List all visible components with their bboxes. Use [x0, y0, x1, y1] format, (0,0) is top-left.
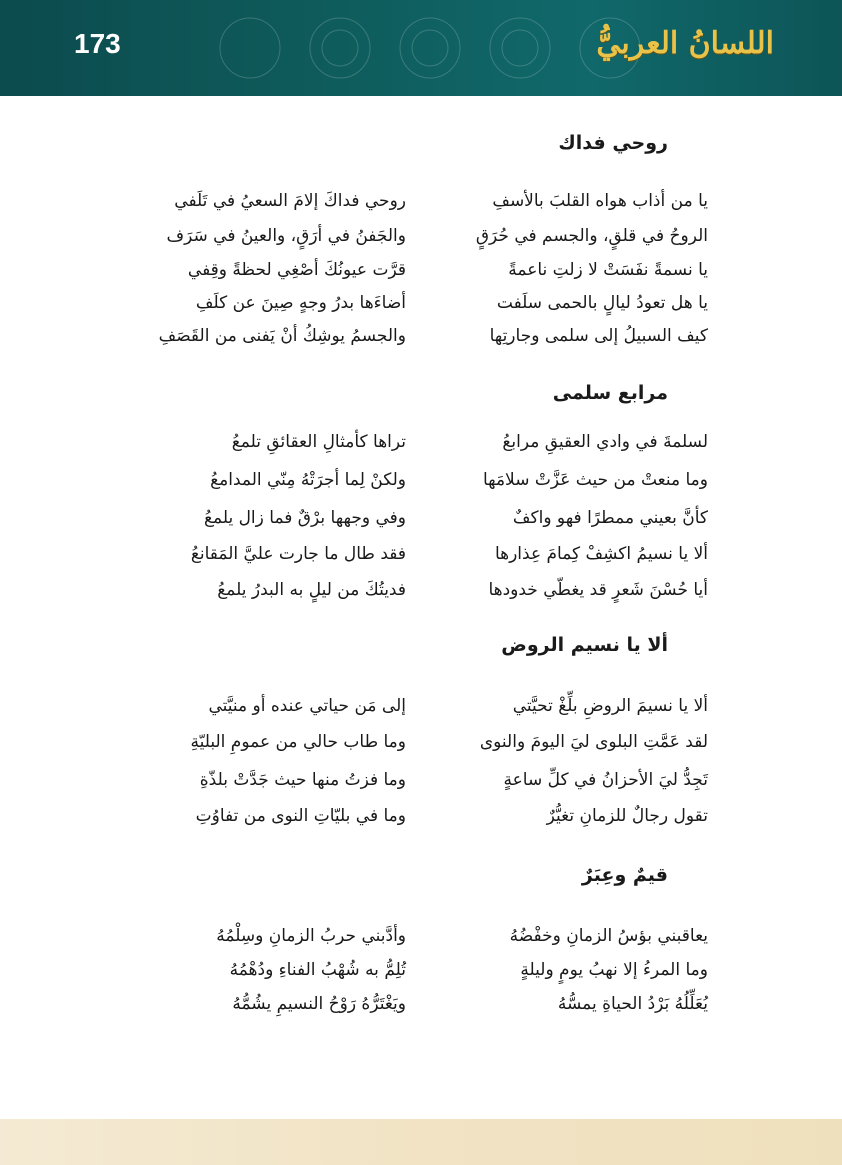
verse-first-hemistich: تقول رجالٌ للزمانِ تغيُّرٌ: [546, 806, 708, 826]
verse-second-hemistich: ويَغْتَرُّهُ رَوْحُ النسيمِ يشُمُّهُ: [232, 994, 406, 1014]
verse-second-hemistich: تراها كأمثالِ العقائقِ تلمعُ: [231, 432, 406, 452]
magazine-logo: اللسانُ العربيُّ: [596, 26, 774, 61]
verse-first-hemistich: يا من أذاب هواه القلبَ بالأسفِ: [492, 191, 708, 211]
page-content: [0, 96, 842, 1119]
verse-first-hemistich: كيف السبيلُ إلى سلمى وجارتِها: [489, 326, 708, 346]
poem-title: قيمٌ وعِبَرٌ: [581, 864, 668, 886]
page-footer-band: [0, 1119, 842, 1165]
verse-first-hemistich: الروحُ في قلقٍ، والجسم في حُرَقٍ: [475, 226, 708, 246]
page-header: [0, 0, 842, 96]
verse-second-hemistich: روحي فداكَ إلامَ السعيُ في تَلَفي: [174, 191, 406, 211]
verse-first-hemistich: أيا حُسْنَ شَعرٍ قد يغطّي خدودها: [488, 580, 708, 600]
verse-second-hemistich: وما في بليّاتِ النوى من تفاوُتِ: [195, 806, 406, 826]
verse-second-hemistich: وما فزتُ منها حيث جَدَّتْ بلذّةِ: [199, 770, 406, 790]
verse-first-hemistich: تَجِدُّ ليَ الأحزانُ في كلِّ ساعةٍ: [503, 770, 708, 790]
verse-second-hemistich: وفي وجهها برْقٌ فما زال يلمعُ: [203, 508, 406, 528]
verse-first-hemistich: يا نسمةً نفَسَتْ لا زلتِ ناعمةً: [508, 260, 708, 280]
verse-second-hemistich: أضاءَها بدرُ وجهٍ صِينَ عن كلَفِ: [195, 293, 406, 313]
verse-second-hemistich: فديتُكَ من ليلٍ به البدرُ يلمعُ: [217, 580, 406, 600]
verse-second-hemistich: ولكنْ لِما أجرَتْهُ مِنّي المدامعُ: [210, 470, 406, 490]
verse-second-hemistich: والجَفنُ في أرَقٍ، والعينُ في سَرَف: [166, 226, 406, 246]
verse-first-hemistich: ألا يا نسيمَ الروضِ بلِّغْ تحيَّتي: [512, 696, 708, 716]
verse-second-hemistich: وأدَّبني حربُ الزمانِ وسِلْمُهُ: [216, 926, 406, 946]
verse-first-hemistich: يا هل تعودُ ليالٍ بالحمى سلَفت: [496, 293, 708, 313]
verse-second-hemistich: والجسمُ يوشِكُ أنْ يَفنى من القَصَفِ: [158, 326, 406, 346]
verse-first-hemistich: وما المرءُ إلا نهبُ يومٍ وليلةٍ: [520, 960, 708, 980]
verse-second-hemistich: إلى مَن حياتي عنده أو منيَّتي: [208, 696, 406, 716]
verse-first-hemistich: كأنَّ بعيني ممطرًا فهو واكفٌ: [512, 508, 708, 528]
poem-title: روحي فداك: [558, 132, 668, 154]
verse-first-hemistich: وما منعتْ من حيث عَزَّتْ سلامَها: [482, 470, 708, 490]
verse-second-hemistich: تُلِمُّ به شُهْبُ الفناءِ ودُهْمُهُ: [229, 960, 406, 980]
verse-first-hemistich: لسلمةَ في وادي العقيقِ مرابعُ: [502, 432, 708, 452]
poem-title: مرابع سلمى: [552, 382, 668, 404]
verse-second-hemistich: فقد طال ما جارت عليَّ المَقانعُ: [190, 544, 406, 564]
verse-second-hemistich: وما طاب حالي من عمومِ البليّةِ: [190, 732, 406, 752]
verse-first-hemistich: لقد عَمَّتِ البلوى ليَ اليومَ والنوى: [479, 732, 708, 752]
poem-title: ألا يا نسيم الروض: [501, 634, 668, 656]
verse-first-hemistich: يعاقبني بؤسُ الزمانِ وخفْضُهُ: [509, 926, 708, 946]
verse-first-hemistich: يُعَلِّلُهُ بَرْدُ الحياةِ يمسُّهُ: [557, 994, 708, 1014]
page-number: 173: [74, 28, 121, 59]
verse-second-hemistich: قرَّت عيونُكَ أصْغِي لحظةً وقِفي: [187, 260, 406, 280]
verse-first-hemistich: ألا يا نسيمُ اكشِفْ كِمامَ عِذارها: [494, 544, 708, 564]
